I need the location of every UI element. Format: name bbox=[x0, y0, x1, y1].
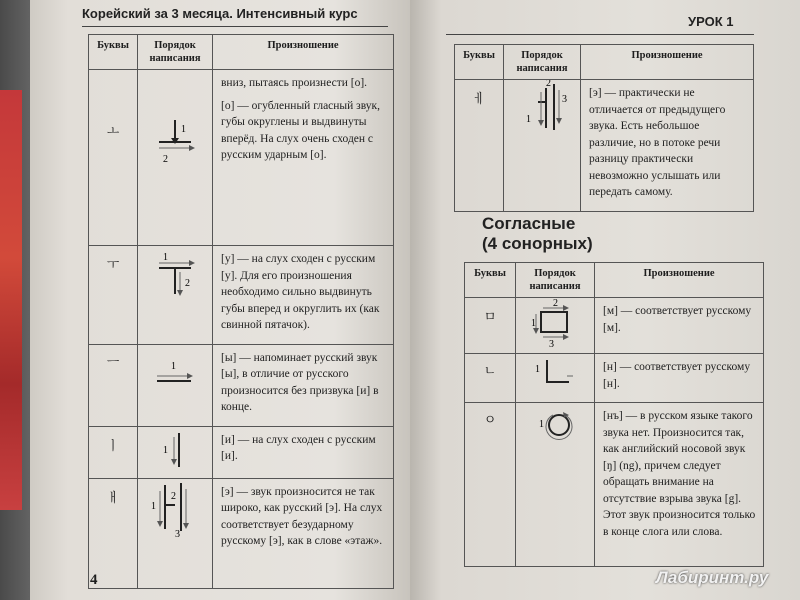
pronunciation-cell bbox=[595, 298, 764, 354]
table-row bbox=[89, 70, 394, 246]
stroke-label: 1 bbox=[526, 114, 531, 125]
stroke-label: 1 bbox=[535, 364, 540, 375]
pronunciation-text: [м] — соответствует русскому [м]. bbox=[603, 305, 752, 334]
stroke-order-cell bbox=[138, 70, 213, 246]
stroke-label: 2 bbox=[163, 154, 168, 165]
stroke-label: 1 bbox=[181, 124, 186, 135]
letter-cell: ㅐ bbox=[89, 478, 138, 588]
letter-cell: ㅇ bbox=[465, 403, 516, 567]
pronunciation-cell bbox=[213, 246, 394, 345]
letter-cell: ㅣ bbox=[89, 426, 138, 478]
pronunciation-text: вниз, пытаясь произнести [о]. bbox=[221, 77, 368, 89]
right-page bbox=[410, 0, 800, 600]
table-header-row bbox=[465, 263, 764, 298]
letter-cell: ㄴ bbox=[465, 354, 516, 403]
section-subtitle: (4 сонорных) bbox=[482, 234, 593, 253]
left-page bbox=[30, 0, 410, 600]
watermark-logo: Лабиринт.ру bbox=[656, 568, 769, 587]
header-pronunciation: Произношение bbox=[213, 35, 394, 70]
header-letters: Буквы bbox=[89, 35, 138, 70]
stroke-order-cell bbox=[138, 344, 213, 426]
stroke-label: 3 bbox=[175, 528, 180, 539]
stroke-order-o-icon bbox=[145, 70, 205, 240]
table-row bbox=[465, 403, 764, 567]
pronunciation-cell bbox=[581, 80, 754, 212]
stroke-label: 1 bbox=[151, 500, 156, 512]
table-row bbox=[455, 80, 754, 212]
stroke-label: 2 bbox=[553, 298, 558, 309]
stroke-order-cell bbox=[138, 478, 213, 588]
stroke-label: 1 bbox=[163, 444, 168, 456]
vowel-table-right bbox=[454, 44, 754, 212]
stroke-order-cell bbox=[516, 403, 595, 567]
page-number: 4 bbox=[90, 572, 98, 588]
pronunciation-cell bbox=[595, 403, 764, 567]
stroke-order-eu-icon bbox=[145, 345, 205, 405]
pronunciation-cell bbox=[595, 354, 764, 403]
stroke-label: 1 bbox=[539, 419, 544, 430]
pronunciation-cell bbox=[213, 344, 394, 426]
stroke-order-ae-icon bbox=[143, 479, 207, 539]
pronunciation-text: [э] — звук произносится не так широко, как русский [э]. На слух соответствует безударному русскому [э], как в слове «этаж». bbox=[221, 485, 383, 547]
pronunciation-cell bbox=[213, 70, 394, 246]
header-order: Порядок написания bbox=[516, 263, 595, 298]
stroke-label: 2 bbox=[546, 80, 551, 89]
stroke-label: 1 bbox=[163, 252, 168, 263]
running-head-right: УРОК 1 bbox=[688, 14, 734, 29]
pronunciation-text: [нъ] — в русском языке такого звука нет. Произносится так, как английский носовой звук [ŋ] (ng), причем следует обращать внимание на отсутствие взрыва звука [g]. Этот звук произносится только в конце слога или слова. bbox=[603, 410, 756, 538]
table-row bbox=[465, 354, 764, 403]
head-rule-left bbox=[82, 26, 388, 27]
table-row bbox=[89, 478, 394, 588]
header-letters: Буквы bbox=[455, 45, 504, 80]
vowel-table-left bbox=[88, 34, 394, 589]
pronunciation-text: [у] — на слух сходен с русским [у]. Для его произношения необходимо сильно выдвинуть губы вперед и округлить их (как свинной пятачок). bbox=[221, 253, 380, 331]
stroke-order-cell bbox=[516, 298, 595, 354]
table-row bbox=[465, 298, 764, 354]
pronunciation-text: [э] — практически не отличается от предыдущего звука. Есть небольшое различие, но в потоке речи разницу практически невозможно услышать или передать самому. bbox=[589, 87, 726, 198]
stroke-order-cell bbox=[516, 354, 595, 403]
table-row bbox=[89, 426, 394, 478]
pronunciation-text: [и] — на слух сходен с русским [и]. bbox=[221, 433, 376, 462]
stroke-order-cell bbox=[138, 426, 213, 478]
stroke-order-cell bbox=[504, 80, 581, 212]
header-pronunciation: Произношение bbox=[581, 45, 754, 80]
stroke-label: 1 bbox=[171, 360, 176, 372]
stroke-order-m-icon bbox=[523, 298, 587, 348]
header-pronunciation: Произношение bbox=[595, 263, 764, 298]
running-head-left: Корейский за 3 месяца. Интенсивный курс bbox=[82, 6, 358, 21]
header-letters: Буквы bbox=[465, 263, 516, 298]
section-title: Согласные bbox=[482, 214, 576, 233]
stroke-label: 2 bbox=[171, 490, 176, 502]
stroke-label: 3 bbox=[549, 339, 554, 348]
header-order: Порядок написания bbox=[138, 35, 213, 70]
stroke-label: 3 bbox=[562, 94, 567, 105]
stroke-order-e-icon bbox=[510, 80, 574, 140]
letter-cell: ㅗ bbox=[89, 70, 138, 246]
stroke-order-u-icon bbox=[145, 246, 205, 306]
pronunciation-cell bbox=[213, 426, 394, 478]
letter-cell: ㅁ bbox=[465, 298, 516, 354]
pronunciation-text: [н] — соответствует русскому [н]. bbox=[603, 361, 751, 390]
stroke-label: 2 bbox=[185, 278, 190, 289]
letter-cell: ㅜ bbox=[89, 246, 138, 345]
letter-cell: ㅔ bbox=[455, 80, 504, 212]
letter-cell: ㅡ bbox=[89, 344, 138, 426]
head-rule-right bbox=[446, 34, 754, 35]
table-row bbox=[89, 246, 394, 345]
book-edge bbox=[0, 90, 22, 510]
stroke-order-i-icon bbox=[145, 427, 205, 473]
header-order: Порядок написания bbox=[504, 45, 581, 80]
consonant-table bbox=[464, 262, 764, 567]
stroke-order-cell bbox=[138, 246, 213, 345]
table-header-row bbox=[455, 45, 754, 80]
stroke-label: 1 bbox=[531, 318, 536, 329]
table-row bbox=[89, 344, 394, 426]
pronunciation-cell bbox=[213, 478, 394, 588]
table-header-row bbox=[89, 35, 394, 70]
stroke-order-ng-icon bbox=[523, 403, 587, 447]
stroke-order-n-icon bbox=[523, 354, 587, 394]
pronunciation-text: [ы] — напоминает русский звук [ы], в отличие от русского произносится без призвука [и] в конце. bbox=[221, 351, 379, 413]
pronunciation-text: [о] — огубленный гласный звук, губы округлены и выдвинуты вперёд. На слух очень сходен с русским ударным [о]. bbox=[221, 99, 380, 161]
